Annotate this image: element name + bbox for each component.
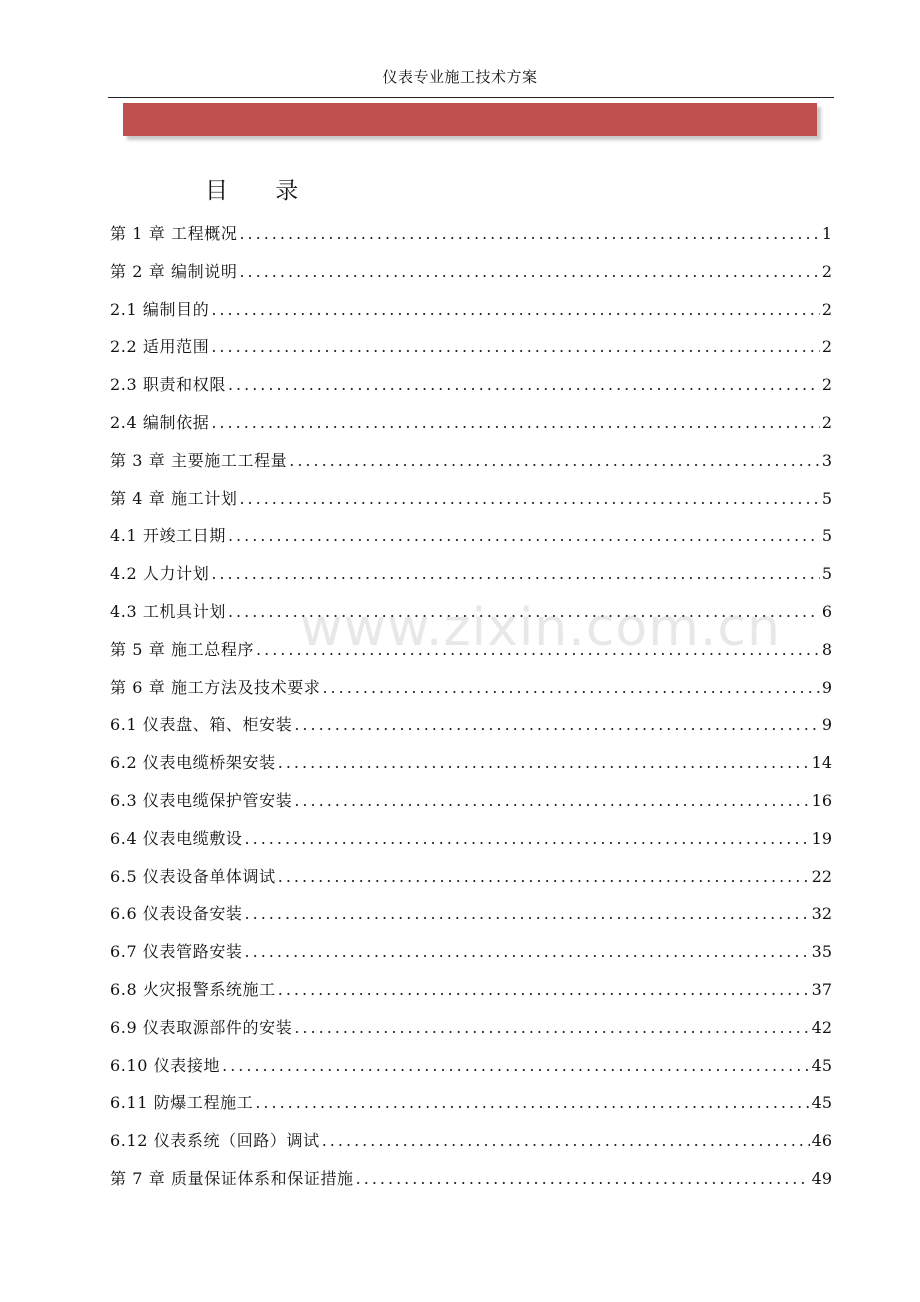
toc-entry[interactable] [110,712,832,750]
toc-entry-page: 3 [821,450,832,470]
toc-entry-page: 46 [811,1131,832,1151]
toc-dot-leader [245,904,810,923]
toc-entry[interactable] [110,334,832,372]
toc-entry-label: 6.2 仪表电缆桥架安装 [110,753,276,773]
toc-entry-label: 2.1 编制目的 [110,299,210,319]
toc-entry[interactable] [110,372,832,410]
toc-dot-leader [255,1093,809,1112]
toc-entry[interactable] [110,561,832,599]
toc-entry[interactable] [110,637,832,675]
toc-entry-page: 5 [821,526,832,546]
toc-dot-leader [228,602,820,621]
toc-dot-leader [239,224,819,243]
toc-entry[interactable] [110,1090,832,1128]
toc-dot-leader [278,980,810,999]
toc-entry-label: 2.4 编制依据 [110,412,210,432]
toc-dot-leader [228,526,820,545]
toc-entry-page: 2 [821,261,832,281]
toc-dot-leader [289,451,820,470]
toc-entry[interactable] [110,599,832,637]
toc-entry[interactable] [110,523,832,561]
toc-entry-page: 5 [821,564,832,584]
toc-entry-page: 9 [821,715,832,735]
toc-dot-leader [239,489,819,508]
toc-entry-label: 6.10 仪表接地 [110,1055,221,1075]
toc-entry-page: 9 [821,677,832,697]
toc-title: 目 录 [205,178,319,204]
toc-entry-label: 第 1 章 工程概况 [110,224,238,243]
toc-dot-leader [278,867,810,886]
toc-entry-label: 6.5 仪表设备单体调试 [110,866,276,886]
toc-entry[interactable] [110,939,832,977]
toc-entry-page: 49 [811,1168,832,1188]
toc-dot-leader [356,1169,810,1188]
toc-dot-leader [211,300,819,319]
toc-dot-leader [294,715,819,734]
toc-dot-leader [211,413,819,432]
toc-entry-page: 8 [821,639,832,659]
toc-entry[interactable] [110,901,832,939]
toc-entry-label: 6.7 仪表管路安装 [110,942,243,962]
toc-dot-leader [322,1131,810,1150]
toc-entry-page: 2 [821,375,832,395]
toc-entry-label: 6.12 仪表系统（回路）调试 [110,1131,320,1151]
toc-entry-label: 6.8 火灾报警系统施工 [110,979,276,999]
toc-dot-leader [239,262,819,281]
toc-entry-label: 6.6 仪表设备安装 [110,904,243,924]
toc-entry-label: 4.2 人力计划 [110,564,210,584]
toc-entry-label: 第 6 章 施工方法及技术要求 [110,677,321,697]
toc-entry[interactable] [110,297,832,335]
toc-dot-leader [211,564,819,583]
toc-entry-page: 2 [821,412,832,432]
toc-entry[interactable] [110,1053,832,1091]
toc-entry-label: 6.4 仪表电缆敷设 [110,828,243,848]
toc-dot-leader [256,640,820,659]
toc-dot-leader [245,942,810,961]
toc-entry-label: 第 3 章 主要施工工程量 [110,450,288,470]
toc-entry[interactable] [110,410,832,448]
toc-entry-label: 6.9 仪表取源部件的安装 [110,1017,293,1037]
toc-entry[interactable] [110,486,832,524]
toc-dot-leader [294,791,809,810]
toc-dot-leader [278,753,810,772]
toc-entry-page: 14 [811,753,832,773]
toc-entry-page: 45 [811,1055,832,1075]
toc-entry-label: 6.11 防爆工程施工 [110,1093,254,1113]
toc-entry-page: 35 [811,942,832,962]
toc-dot-leader [211,337,819,356]
toc-entry[interactable] [110,221,832,259]
toc-entry-page: 22 [811,866,832,886]
toc-entry-label: 第 5 章 施工总程序 [110,639,255,659]
toc-entry-page: 2 [821,337,832,357]
toc-entry-page: 32 [811,904,832,924]
toc-entry-page: 19 [811,828,832,848]
toc-dot-leader [245,829,810,848]
page-header-title: 仪表专业施工技术方案 [382,68,538,86]
toc-entry[interactable] [110,1166,832,1204]
toc-dot-leader [294,1018,809,1037]
toc-entry-label: 4.3 工机具计划 [110,601,226,621]
toc-entry-page: 2 [821,299,832,319]
table-of-contents [110,221,832,1204]
toc-entry-label: 第 2 章 编制说明 [110,261,238,281]
toc-entry-page: 42 [811,1017,832,1037]
toc-dot-leader [322,678,819,697]
toc-entry[interactable] [110,826,832,864]
toc-entry[interactable] [110,448,832,486]
toc-entry[interactable] [110,750,832,788]
toc-dot-leader [222,1056,810,1075]
toc-entry[interactable] [110,1015,832,1053]
toc-entry-label: 6.3 仪表电缆保护管安装 [110,790,293,810]
toc-dot-leader [228,375,820,394]
watermark: www.zixin.com.cn [300,598,781,658]
toc-entry[interactable] [110,259,832,297]
toc-entry[interactable] [110,788,832,826]
toc-entry-label: 6.1 仪表盘、箱、柜安装 [110,715,293,735]
toc-entry-page: 6 [821,601,832,621]
toc-entry-page: 5 [821,488,832,508]
toc-entry-page: 37 [811,979,832,999]
header-divider [108,97,834,98]
toc-entry-label: 4.1 开竣工日期 [110,526,226,546]
toc-entry-page: 1 [821,224,832,243]
toc-entry-label: 第 4 章 施工计划 [110,488,238,508]
toc-entry[interactable] [110,675,832,713]
toc-entry[interactable] [110,977,832,1015]
toc-entry-page: 16 [811,790,832,810]
toc-entry-label: 第 7 章 质量保证体系和保证措施 [110,1168,354,1188]
toc-entry[interactable] [110,1128,832,1166]
toc-entry-page: 45 [811,1093,832,1113]
toc-entry[interactable] [110,864,832,902]
toc-entry-label: 2.3 职责和权限 [110,375,226,395]
toc-entry-label: 2.2 适用范围 [110,337,210,357]
decorative-banner [123,103,817,136]
